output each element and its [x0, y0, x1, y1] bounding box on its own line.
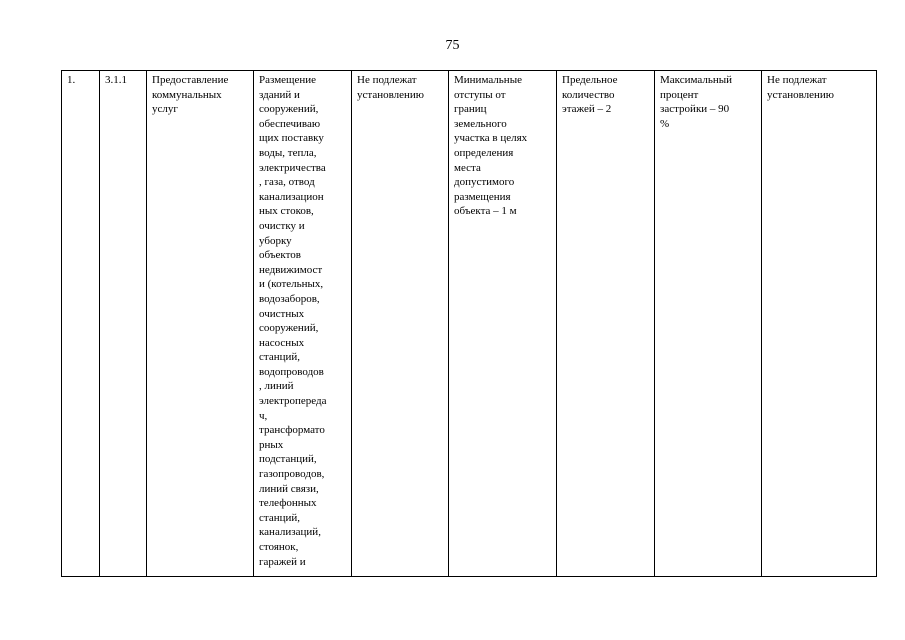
area-limits-text [357, 73, 443, 102]
cell-line: застройки – 90 [660, 103, 730, 116]
setback-cell [449, 71, 557, 577]
cell-line: стоянок, [259, 541, 299, 553]
cell-line: очистку и [259, 219, 305, 232]
cell-line: определения [454, 146, 514, 159]
cell-line: количество [562, 88, 615, 101]
cell-line: водозаборов, [259, 292, 320, 305]
cell-line: электропереда [259, 395, 327, 408]
cell-line: Максимальный [660, 74, 733, 86]
other-limits-text [767, 73, 871, 102]
cell-line: Предельное [562, 74, 618, 86]
description-text [259, 73, 346, 569]
page-number: 75 [445, 38, 460, 53]
cell-line: рных [259, 438, 284, 451]
other-limits-cell [762, 71, 877, 577]
cell-line: Не подлежат [357, 74, 417, 86]
cell-line: установлению [357, 88, 425, 101]
row-number-cell [62, 71, 100, 577]
cell-line: земельного [454, 117, 507, 130]
cell-line: Предоставление [152, 74, 229, 86]
description-cell [254, 71, 352, 577]
cell-line: станций, [259, 511, 301, 524]
coverage-cell [655, 71, 762, 577]
cell-line: канализаций, [259, 526, 321, 539]
cell-line: % [660, 117, 670, 130]
area-limits-cell [352, 71, 449, 577]
regulations-table [61, 70, 877, 577]
cell-line: гаражей и [259, 555, 306, 568]
cell-line: телефонных [259, 497, 317, 510]
table-row [62, 71, 877, 577]
cell-line: подстанций, [259, 453, 317, 466]
use-name-text [152, 73, 248, 117]
cell-line: станций, [259, 351, 301, 364]
floors-cell [557, 71, 655, 577]
cell-line: , газа, отвод [259, 176, 315, 189]
code-cell [100, 71, 147, 577]
use-name-cell [147, 71, 254, 577]
cell-line: и (котельных, [259, 278, 324, 291]
cell-line: ных стоков, [259, 205, 314, 218]
cell-line: очистных [259, 307, 305, 320]
cell-line: установлению [767, 88, 835, 101]
cell-line: отступы от [454, 88, 506, 101]
cell-line: коммунальных [152, 88, 222, 101]
cell-line: водопроводов [259, 365, 324, 378]
row-number: 1. [67, 74, 76, 86]
cell-line: сооружений, [259, 103, 319, 116]
cell-line: газопроводов, [259, 468, 325, 481]
cell-line: участка в целях [454, 132, 528, 145]
cell-line: услуг [152, 103, 178, 116]
cell-line: недвижимост [259, 263, 323, 276]
cell-line: обеспечиваю [259, 117, 321, 130]
cell-line: Не подлежат [767, 74, 827, 86]
cell-line: линий связи, [259, 482, 319, 495]
cell-line: Размещение [259, 74, 317, 86]
coverage-text [660, 73, 756, 131]
floors-text [562, 73, 649, 117]
cell-line: электричества [259, 161, 326, 174]
cell-line: Минимальные [454, 74, 522, 86]
cell-line: трансформато [259, 424, 325, 437]
cell-line: щих поставку [259, 132, 324, 145]
cell-line: размещения [454, 190, 511, 203]
setback-text [454, 73, 551, 219]
cell-line: объекта – 1 м [454, 205, 517, 218]
cell-line: , линий [259, 380, 294, 393]
cell-line: места [454, 161, 481, 174]
cell-line: канализацион [259, 190, 324, 203]
cell-line: воды, тепла, [259, 146, 317, 159]
cell-line: уборку [259, 234, 292, 247]
cell-line: этажей – 2 [562, 103, 612, 116]
use-code: 3.1.1 [105, 74, 127, 86]
cell-line: зданий и [259, 88, 300, 101]
cell-line: процент [660, 88, 699, 101]
cell-line: ч, [259, 409, 268, 422]
cell-line: допустимого [454, 176, 515, 189]
cell-line: сооружений, [259, 322, 319, 335]
cell-line: насосных [259, 336, 305, 349]
cell-line: объектов [259, 249, 301, 262]
cell-line: границ [454, 103, 487, 116]
